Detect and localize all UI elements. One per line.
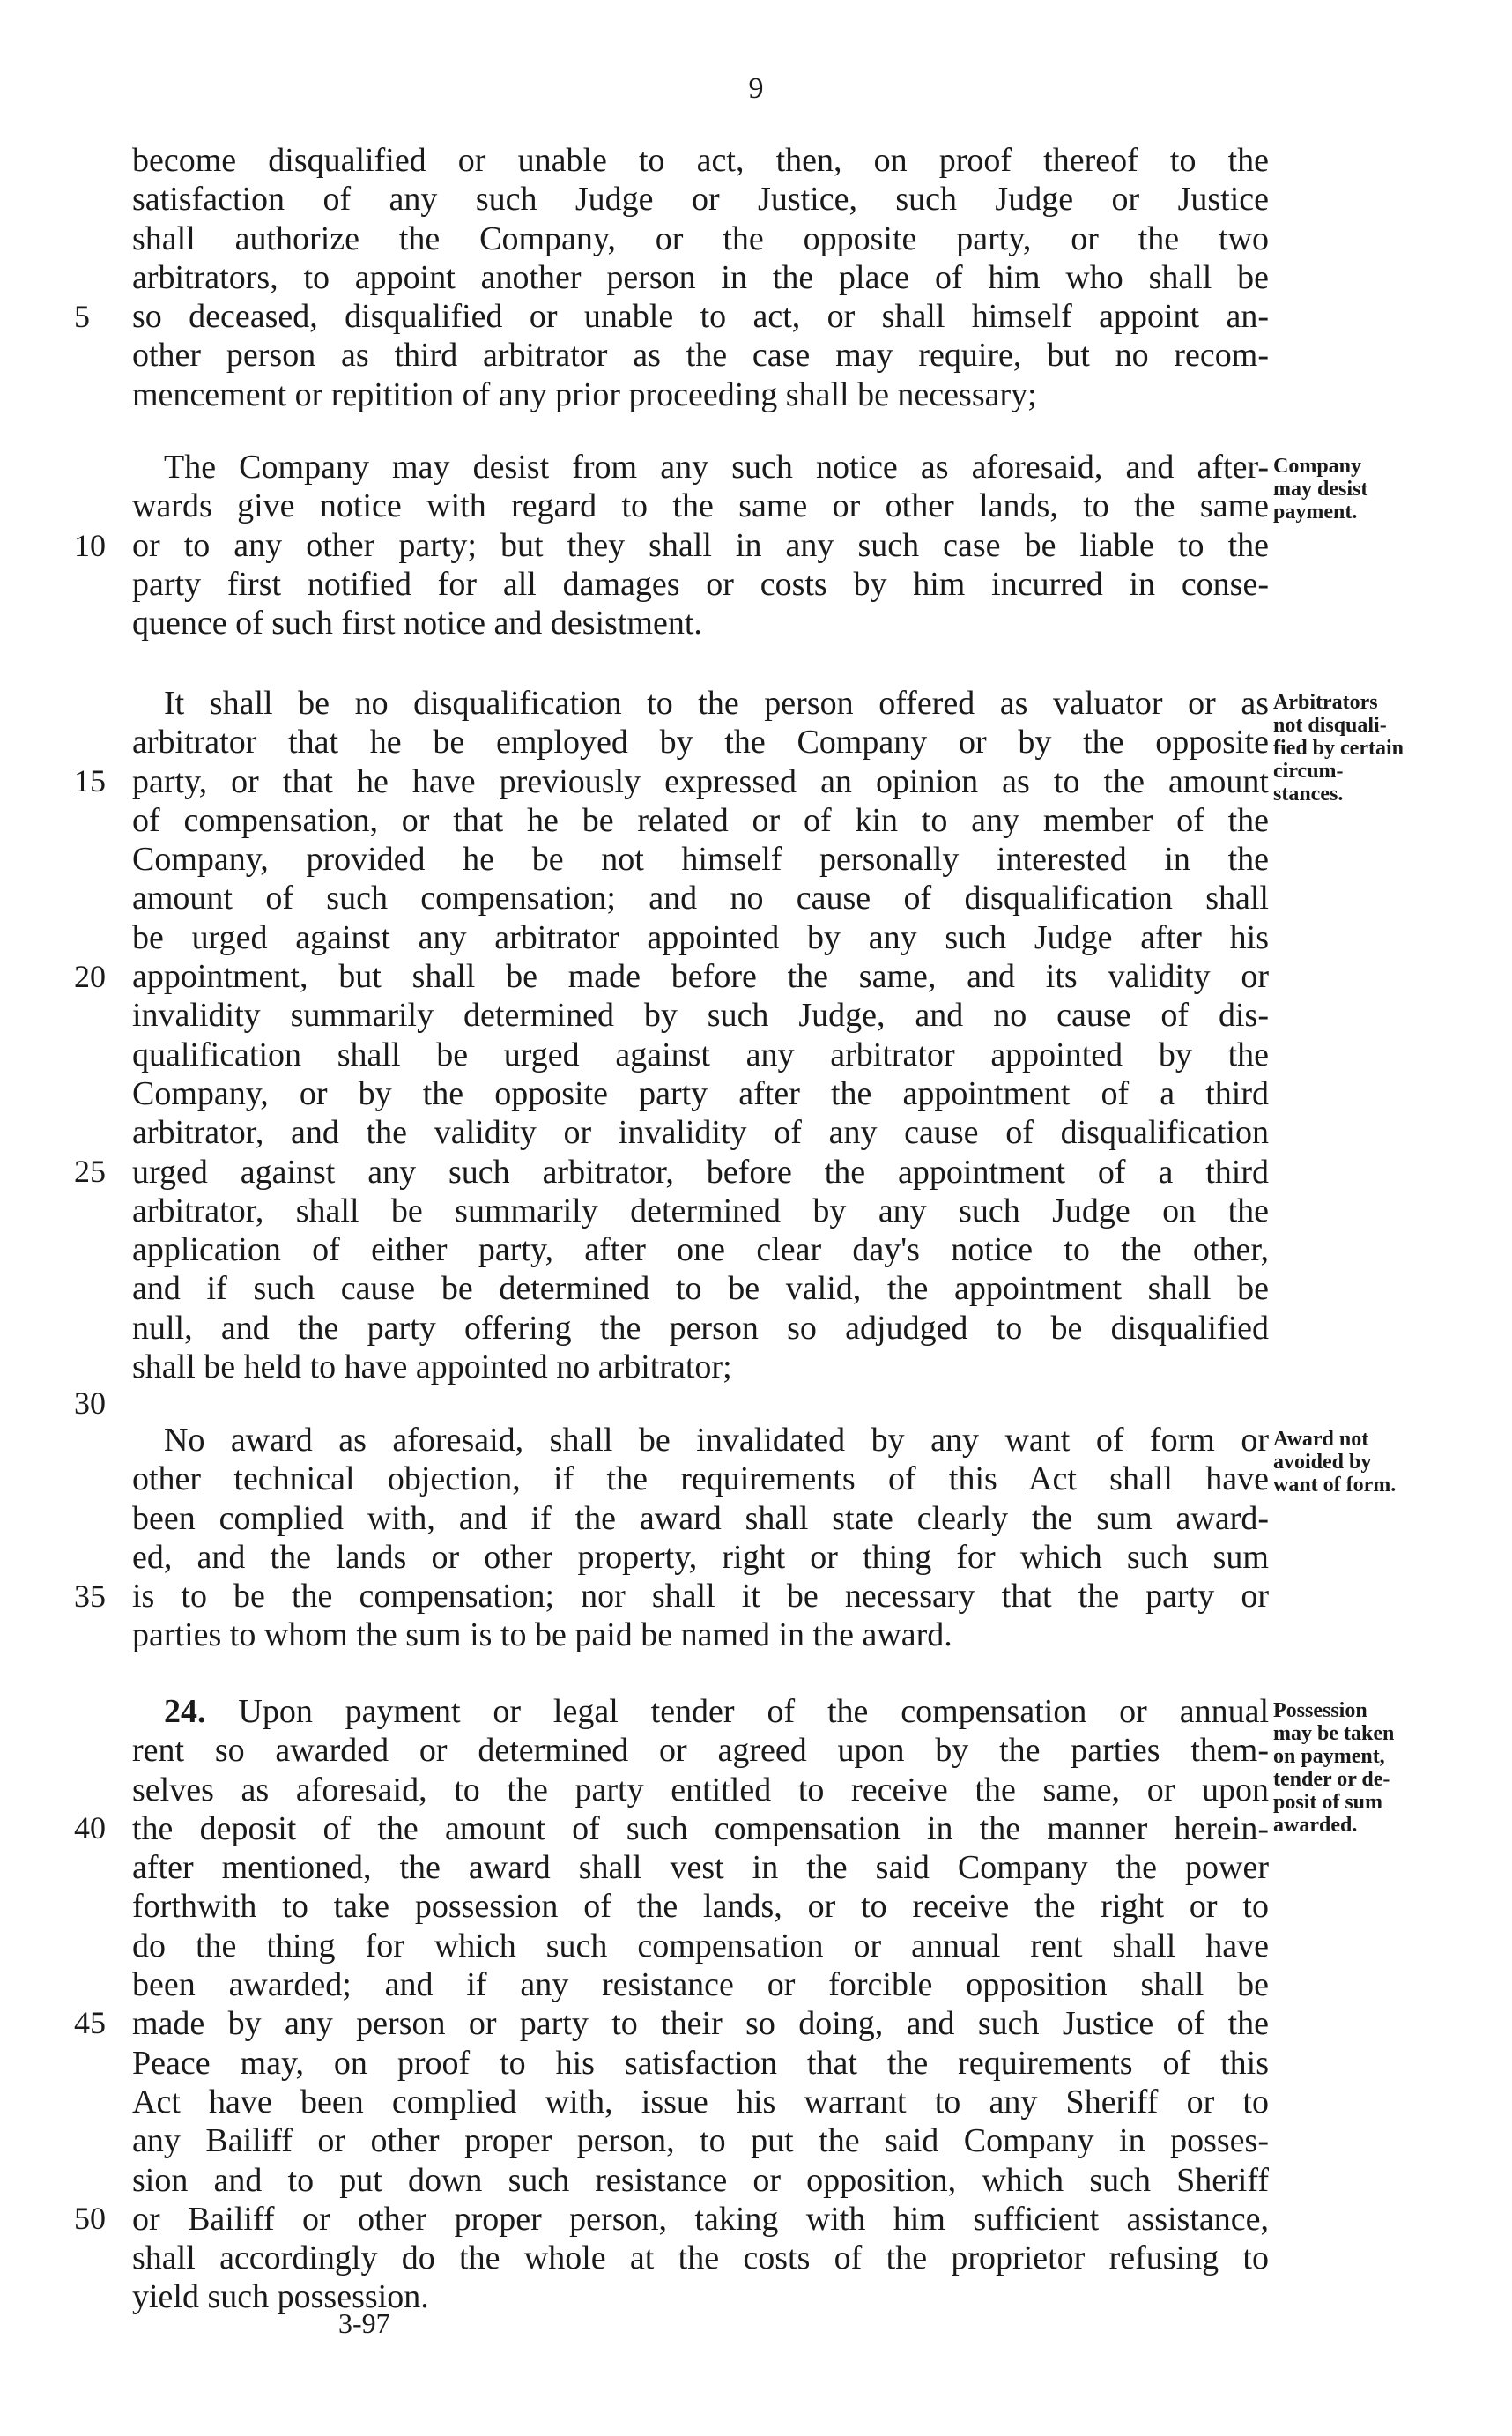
text-line: party, or that he have previously expressed an opinion as to the amount bbox=[132, 762, 1269, 800]
text-line: wards give notice with regard to the same or other lands, to the same bbox=[132, 487, 1269, 525]
paragraph-award-not-avoided bbox=[132, 1421, 1269, 1655]
text-line: arbitrator that he be employed by the Company or by the opposite bbox=[132, 724, 1269, 761]
line-number: 10 bbox=[74, 528, 106, 563]
footer-signature: 3-97 bbox=[338, 2307, 390, 2339]
line-number: 50 bbox=[74, 2201, 106, 2236]
text-line: yield such possession. bbox=[132, 2278, 429, 2316]
text-line: Company, or by the opposite party after the appointment of a third bbox=[132, 1074, 1269, 1112]
section-number: 24. bbox=[164, 1693, 206, 1730]
text-line: forthwith to take possession of the lands, or to receive the right or to bbox=[132, 1888, 1269, 1926]
text-line: so deceased, disqualified or unable to act, or shall himself appoint an- bbox=[132, 298, 1269, 336]
text-line: urged against any such arbitrator, before the appointment of a third bbox=[132, 1153, 1269, 1191]
text-line: or Bailiff or other proper person, taking with him sufficient assistance, bbox=[132, 2200, 1269, 2238]
text-line: been awarded; and if any resistance or forcible opposition shall be bbox=[132, 1966, 1269, 2004]
text-line: shall be held to have appointed no arbitrator; bbox=[132, 1348, 732, 1386]
text-line: sion and to put down such resistance or opposition, which such Sheriff bbox=[132, 2161, 1269, 2199]
text-line: Company, provided he be not himself personally interested in the bbox=[132, 841, 1269, 879]
text-line: invalidity summarily determined by such Judge, and no cause of dis- bbox=[132, 997, 1269, 1035]
margin-note-arbitrators: Arbitrators not disquali- fied by certain circum- stances. bbox=[1273, 691, 1404, 806]
text-line: after mentioned, the award shall vest in the said Company the power bbox=[132, 1849, 1269, 1887]
text-line: become disqualified or unable to act, then, on proof thereof to the bbox=[132, 142, 1269, 179]
line-number: 45 bbox=[74, 2005, 106, 2040]
text-line: ed, and the lands or other property, right or thing for which such sum bbox=[132, 1538, 1269, 1576]
text-line: other person as third arbitrator as the case may require, but no recom- bbox=[132, 337, 1269, 375]
paragraph-continuation bbox=[132, 141, 1269, 414]
text-line: is to be the compensation; nor shall it be necessary that the party or bbox=[132, 1578, 1269, 1615]
margin-note-company-may-desist: Company may desist payment. bbox=[1273, 455, 1368, 524]
text-line: quence of such first notice and desistment. bbox=[132, 605, 702, 642]
text-line: shall authorize the Company, or the opposite party, or the two bbox=[132, 219, 1269, 257]
text-line: 24. Upon payment or legal tender of the compensation or annual bbox=[164, 1693, 1269, 1730]
margin-note-award-not-avoided: Award not avoided by want of form. bbox=[1273, 1428, 1397, 1497]
text-line: It shall be no disqualification to the person offered as valuator or as bbox=[164, 685, 1269, 722]
text-line: and if such cause be determined to be valid, the appointment shall be bbox=[132, 1270, 1269, 1308]
text-line: The Company may desist from any such notice as aforesaid, and after- bbox=[164, 449, 1269, 486]
text-line: selves as aforesaid, to the party entitled to receive the same, or upon bbox=[132, 1771, 1269, 1808]
line-number: 20 bbox=[74, 959, 106, 994]
text-line: rent so awarded or determined or agreed upon by the parties them- bbox=[132, 1732, 1269, 1770]
text-line: other technical objection, if the requirements of this Act shall have bbox=[132, 1460, 1269, 1498]
text-line: any Bailiff or other proper person, to put the said Company in posses- bbox=[132, 2122, 1269, 2160]
text-line: arbitrator, shall be summarily determined by any such Judge on the bbox=[132, 1192, 1269, 1229]
text-line: application of either party, after one clear day's notice to the other, bbox=[132, 1231, 1269, 1269]
page-number: 9 bbox=[748, 72, 764, 105]
text-line: the deposit of the amount of such compensation in the manner herein- bbox=[132, 1809, 1269, 1847]
line-number: 25 bbox=[74, 1154, 106, 1189]
text-line: mencement or repitition of any prior proceeding shall be necessary; bbox=[132, 375, 1037, 413]
paragraph-company-may-desist bbox=[132, 448, 1269, 642]
line-number: 35 bbox=[74, 1578, 106, 1614]
text-line: null, and the party offering the person so adjudged to be disqualified bbox=[132, 1309, 1269, 1347]
text-line: appointment, but shall be made before the same, and its validity or bbox=[132, 958, 1269, 996]
paragraph-section-24 bbox=[132, 1692, 1269, 2317]
text-line: qualification shall be urged against any arbitrator appointed by the bbox=[132, 1036, 1269, 1073]
text-line: No award as aforesaid, shall be invalidated by any want of form or bbox=[164, 1422, 1269, 1459]
text-line: amount of such compensation; and no cause of disqualification shall bbox=[132, 880, 1269, 917]
text-line: arbitrator, and the validity or invalidity of any cause of disqualification bbox=[132, 1114, 1269, 1152]
margin-note-possession: Possession may be taken on payment, tender or de- posit of sum awarded. bbox=[1273, 1699, 1395, 1837]
line-number: 40 bbox=[74, 1810, 106, 1846]
line-number: 15 bbox=[74, 763, 106, 798]
line-number: 5 bbox=[74, 299, 90, 334]
text-line: do the thing for which such compensation or annual rent shall have bbox=[132, 1927, 1269, 1964]
text-line: or to any other party; but they shall in any such case be liable to the bbox=[132, 526, 1269, 564]
text-line: satisfaction of any such Judge or Justice, such Judge or Justice bbox=[132, 181, 1269, 219]
text-line: of compensation, or that he be related or of kin to any member of the bbox=[132, 801, 1269, 839]
paragraph-arbitrators bbox=[132, 684, 1269, 1386]
text-line: parties to whom the sum is to be paid be named in the award. bbox=[132, 1616, 952, 1654]
text-line: Act have been complied with, issue his warrant to any Sheriff or to bbox=[132, 2083, 1269, 2120]
text-line: made by any person or party to their so doing, and such Justice of the bbox=[132, 2005, 1269, 2043]
line-number: 30 bbox=[74, 1385, 106, 1421]
text-line: shall accordingly do the whole at the costs of the proprietor refusing to bbox=[132, 2239, 1269, 2277]
text-line: arbitrators, to appoint another person in the place of him who shall be bbox=[132, 258, 1269, 296]
text-line: been complied with, and if the award shall state clearly the sum award- bbox=[132, 1499, 1269, 1537]
text-line: Peace may, on proof to his satisfaction that the requirements of this bbox=[132, 2044, 1269, 2082]
text-line: be urged against any arbitrator appointed by any such Judge after his bbox=[132, 918, 1269, 956]
text-line: party first notified for all damages or costs by him incurred in conse- bbox=[132, 565, 1269, 603]
